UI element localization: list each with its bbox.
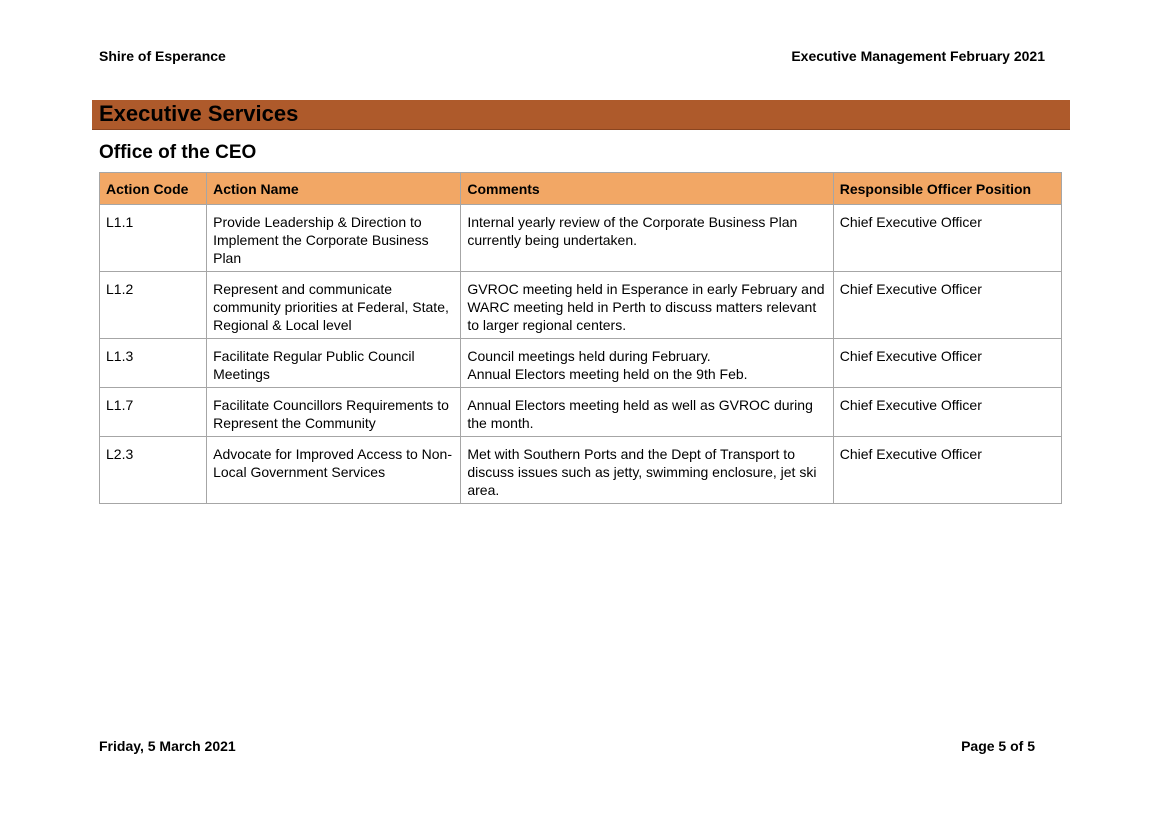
- cell-action-name: Advocate for Improved Access to Non-Local Government Services: [207, 437, 461, 504]
- cell-responsible-officer: Chief Executive Officer: [833, 339, 1061, 388]
- cell-responsible-officer: Chief Executive Officer: [833, 272, 1061, 339]
- cell-action-name: Facilitate Regular Public Council Meetings: [207, 339, 461, 388]
- header-organization: Shire of Esperance: [99, 48, 226, 64]
- footer-page-number: Page 5 of 5: [961, 738, 1035, 754]
- cell-comments: GVROC meeting held in Esperance in early February and WARC meeting held in Perth to discuss matters relevant to larger regional centers.: [461, 272, 833, 339]
- table-row: [100, 272, 1062, 339]
- cell-action-name: Facilitate Councillors Requirements to Represent the Community: [207, 388, 461, 437]
- cell-responsible-officer: Chief Executive Officer: [833, 205, 1061, 272]
- table-row: [100, 437, 1062, 504]
- actions-table: [99, 172, 1062, 504]
- cell-responsible-officer: Chief Executive Officer: [833, 437, 1061, 504]
- table-row: [100, 388, 1062, 437]
- cell-action-code: L2.3: [100, 437, 207, 504]
- column-header-comments: Comments: [461, 173, 833, 205]
- column-header-action-name: Action Name: [207, 173, 461, 205]
- cell-action-name: Provide Leadership & Direction to Implement the Corporate Business Plan: [207, 205, 461, 272]
- footer-date: Friday, 5 March 2021: [99, 738, 236, 754]
- cell-action-name: Represent and communicate community priorities at Federal, State, Regional & Local level: [207, 272, 461, 339]
- column-header-responsible-officer: Responsible Officer Position: [833, 173, 1061, 205]
- cell-action-code: L1.7: [100, 388, 207, 437]
- header-report-title: Executive Management February 2021: [791, 48, 1045, 64]
- cell-responsible-officer: Chief Executive Officer: [833, 388, 1061, 437]
- cell-action-code: L1.2: [100, 272, 207, 339]
- cell-comments: Internal yearly review of the Corporate Business Plan currently being undertaken.: [461, 205, 833, 272]
- table-row: [100, 205, 1062, 272]
- column-header-action-code: Action Code: [100, 173, 207, 205]
- cell-action-code: L1.3: [100, 339, 207, 388]
- table-header-row: [100, 173, 1062, 205]
- section-subtitle: Office of the CEO: [99, 142, 257, 163]
- table-row: [100, 339, 1062, 388]
- cell-comments: Annual Electors meeting held as well as GVROC during the month.: [461, 388, 833, 437]
- cell-comments: Met with Southern Ports and the Dept of Transport to discuss issues such as jetty, swimming enclosure, jet ski area.: [461, 437, 833, 504]
- cell-action-code: L1.1: [100, 205, 207, 272]
- section-banner: Executive Services: [92, 100, 1070, 130]
- cell-comments: Council meetings held during February. Annual Electors meeting held on the 9th Feb.: [461, 339, 833, 388]
